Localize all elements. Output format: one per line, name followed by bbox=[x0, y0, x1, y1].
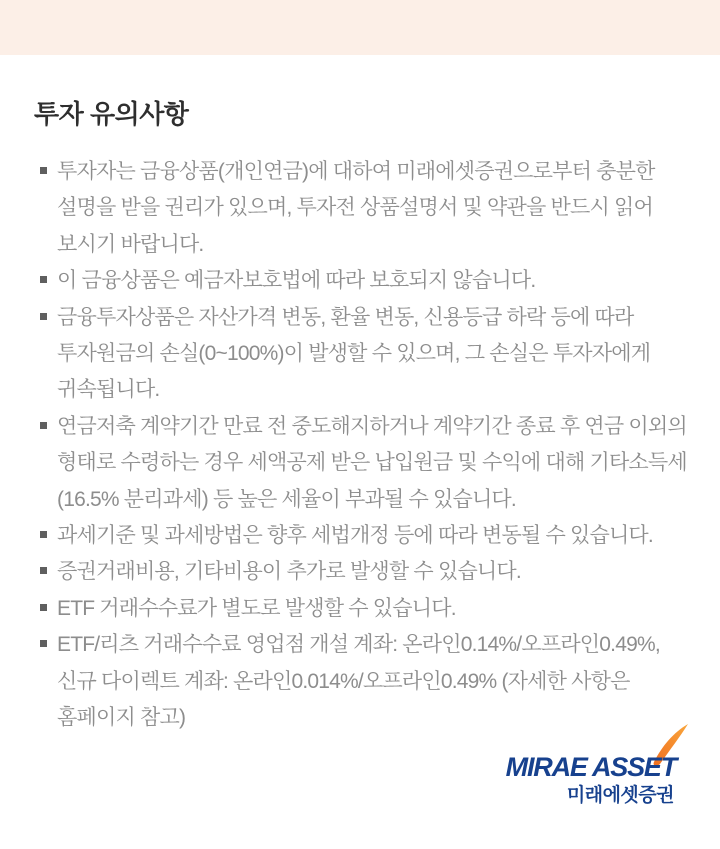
notice-item bbox=[40, 263, 688, 299]
notice-text: 투자자는 금융상품(개인연금)에 대하여 미래에셋증권으로부터 충분한 설명을 받을 권리가 있으며, 투자전 상품설명서 및 약관을 반드시 읽어 보시기 바랍니다. bbox=[57, 160, 655, 256]
notice-text: 연금저축 계약기간 만료 전 중도해지하거나 계약기간 종료 후 연금 이외의 형태로 수령하는 경우 세액공제 받은 납입원금 및 수익에 대해 기타소득세(16.5% 분리과세) 등 높은 세율이 부과될 수 있습니다. bbox=[57, 414, 687, 511]
bullet-square-icon bbox=[40, 640, 47, 647]
bullet-square-icon bbox=[40, 313, 47, 320]
logo-wordmark-en: MIRAE ASSET bbox=[505, 752, 676, 782]
bullet-square-icon bbox=[40, 422, 47, 429]
bullet-square-icon bbox=[40, 567, 47, 574]
notice-item bbox=[40, 518, 688, 554]
notice-item bbox=[40, 591, 688, 627]
notice-item bbox=[40, 409, 688, 518]
mirae-asset-logo bbox=[500, 721, 692, 805]
notice-text: 증권거래비용, 기타비용이 추가로 발생할 수 있습니다. bbox=[57, 560, 521, 584]
notice-text: 금융투자상품은 자산가격 변동, 환율 변동, 신용등급 하락 등에 따라 투자원금의 손실(0~100%)이 발생할 수 있으며, 그 손실은 투자자에게 귀속됩니다. bbox=[57, 305, 651, 402]
notice-text: ETF 거래수수료가 별도로 발생할 수 있습니다. bbox=[57, 596, 456, 620]
notice-item bbox=[40, 300, 688, 409]
top-accent-band bbox=[0, 0, 720, 55]
page-title: 투자 유의사항 bbox=[34, 99, 189, 129]
bullet-square-icon bbox=[40, 167, 47, 174]
notice-item bbox=[40, 554, 688, 590]
logo-wordmark-ko: 미래에셋증권 bbox=[566, 785, 674, 805]
notice-list bbox=[40, 154, 688, 737]
notice-item bbox=[40, 154, 688, 263]
notice-text: 이 금융상품은 예금자보호법에 따라 보호되지 않습니다. bbox=[57, 269, 536, 293]
bullet-square-icon bbox=[40, 276, 47, 283]
notice-section bbox=[0, 100, 720, 737]
notice-text: ETF/리츠 거래수수료 영업점 개설 계좌: 온라인0.14%/오프라인0.49%, 신규 다이렉트 계좌: 온라인0.014%/오프라인0.49% (자세한 사항은 홈페이지 참고) bbox=[57, 633, 660, 730]
bullet-square-icon bbox=[40, 531, 47, 538]
notice-text: 과세기준 및 과세방법은 향후 세법개정 등에 따라 변동될 수 있습니다. bbox=[57, 524, 653, 548]
bullet-square-icon bbox=[40, 604, 47, 611]
